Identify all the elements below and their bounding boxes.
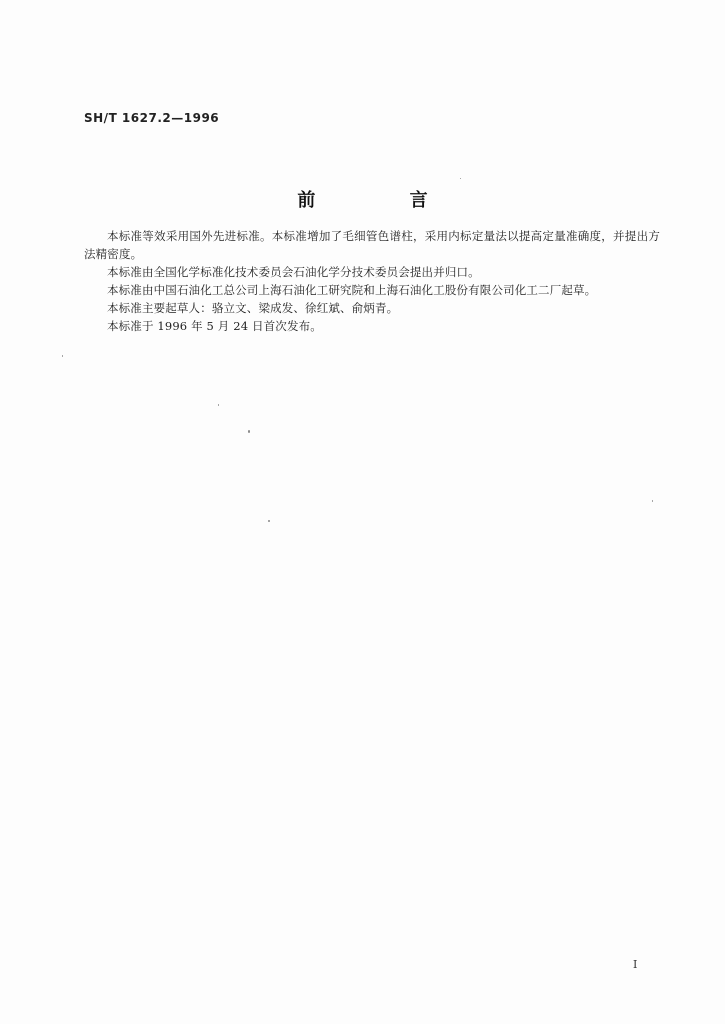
scan-speck	[248, 430, 250, 433]
standard-code: SH/T 1627.2—1996	[84, 111, 220, 125]
scan-speck	[218, 404, 219, 406]
page-title: 前 言	[297, 190, 472, 211]
paragraph-release-date: 本标准于 1996 年 5 月 24 日首次发布。	[107, 319, 322, 333]
foreword-body	[84, 227, 660, 335]
paragraph-drafters: 本标准主要起草人：骆立文、梁成发、徐红斌、俞炳青。	[107, 301, 399, 315]
scan-speck	[460, 178, 461, 179]
scan-speck	[652, 500, 653, 502]
paragraph-drafting-units: 本标准由中国石油化工总公司上海石油化工研究院和上海石油化工股份有限公司化工二厂起草。	[107, 283, 597, 297]
paragraph-adoption: 本标准等效采用国外先进标准。本标准增加了毛细管色谱柱，采用内标定量法以提高定量准确度，并提出方法精密度。	[84, 229, 660, 261]
paragraph-proposer: 本标准由全国化学标准化技术委员会石油化学分技术委员会提出并归口。	[107, 265, 480, 279]
scan-speck	[62, 355, 63, 357]
page-number: I	[633, 958, 638, 971]
scan-speck	[268, 520, 270, 522]
